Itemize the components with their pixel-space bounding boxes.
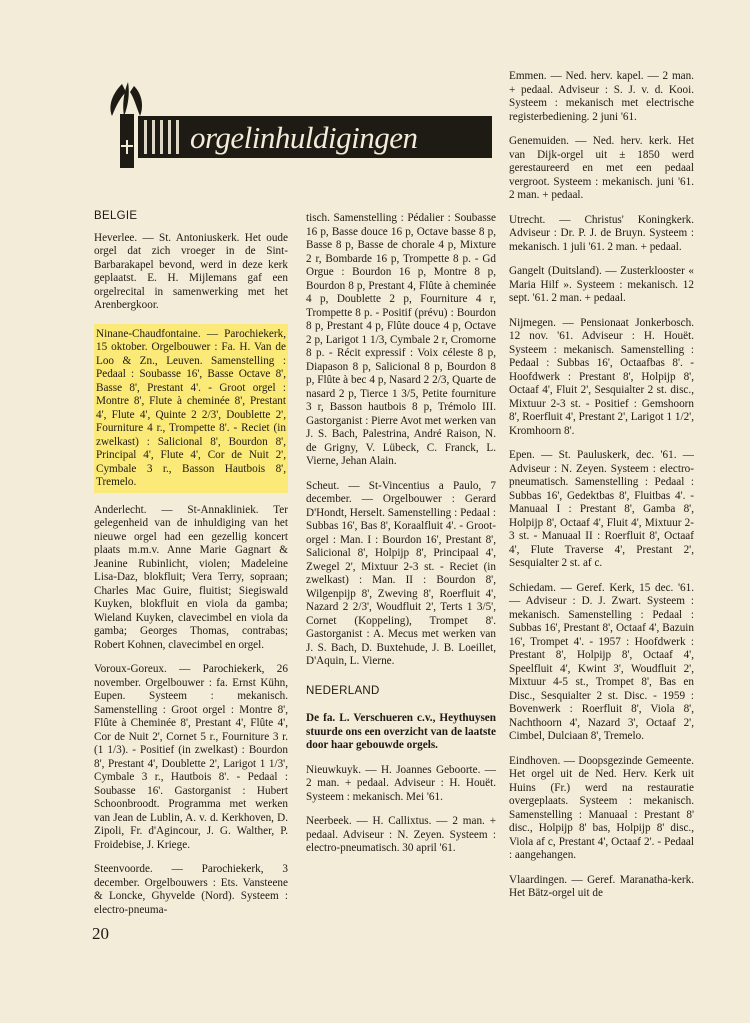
article-eindhoven: Eindhoven. — Doopsgezinde Gemeente. Het orgel uit de Ned. Herv. Kerk uit Huins (Fr.) werd na restauratie overgeplaats. Systeem : mekanisch. Samenstelling : Manuaal : Prestant 8' disc., Holpijp 8' bas, Holpijp 8' disc., Viola af c, Prestant 4', Octaaf 2'. - Pedaal : aangehangen. — [509, 754, 694, 861]
banner-title: orgelinhuldigingen — [190, 120, 418, 155]
article-steenvoorde: Steenvoorde. — Parochiekerk, 3 december. Orgelbouwers : Ets. Vansteene & Loncke, Ghyvelde (Nord). Systeem : electro-pneuma- — [94, 863, 288, 916]
article-epen: Epen. — St. Pauluskerk, dec. '61. — Adviseur : N. Zeyen. Systeem : electro-pneumatisch. Samenstelling : Pedaal : Subbas 16', Gedektbas 8', Fluitbas 4'. - Manuaal I : Prestant 8', Gamba 8', Holpijp 8', Octaaf 4', Fluit 4', Mixtuur 2-3 st. - Manuaal II : Roerfluit 8', Octaaf 4', Flute Traverse 4', Prestant 2', Sesquialter 2 st. af c. — [509, 449, 694, 569]
orgelinhuldigingen-banner — [100, 80, 492, 168]
column-1 — [94, 210, 288, 928]
article-nijmegen: Nijmegen. — Pensionaat Jonkerbosch. 12 nov. '61. Adviseur : H. Houët. Systeem : mekanisch. Samenstelling : Pedaal : Subbas 16', Octaafbas 8'. - Hoofdwerk : Prestant 8', Holpijp 8', Octaaf 4', Fluit 2', Sesquialter 2 st. disc., Mixtuur 2-3 st. - Positief : Gemshoorn 8', Roerfluit 4', Prestant 2', Larigot 1 1/2', Kromhoorn 8'. — [509, 316, 694, 437]
article-gangelt: Gangelt (Duitsland). — Zusterklooster « Maria Hilf ». Systeem : mekanisch. 12 sept. '61. 2 man. + pedaal. — [509, 265, 694, 304]
column-2 — [306, 212, 496, 867]
article-vlaardingen: Vlaardingen. — Geref. Maranatha-kerk. Het Bätz-orgel uit de — [509, 873, 694, 899]
article-heverlee: Heverlee. — St. Antoniuskerk. Het oude orgel dat zich vroeger in de Sint-Barbarakapel bevond, werd in deze kerk geplaatst. E. H. Mijlemans gaf een orgelrecital in samenwerking met het Arenbergkoor. — [94, 231, 288, 311]
article-genemuiden: Genemuiden. — Ned. herv. kerk. Het van Dijk-orgel uit ± 1850 werd gerestaureerd en met een pedaal vergroot. Systeem : mekanisch. juni '61. 2 man. + pedaal. — [509, 135, 694, 201]
article-scheut: Scheut. — St-Vincentius a Paulo, 7 december. — Orgelbouwer : Gerard D'Hondt, Herselt. Samenstelling : Pedaal : Subbas 16', Bas 8', Koraalfluit 4'. - Groot-orgel : Man. I : Bourdon 16', Prestant 8', Salicional 8', Holpijp 8', Principaal 4', Zwegel 2', Mixtuur 2-3 st. - Reciet (in zwelkast) : Man. II : Bourdon 8', Wilgenpijp 8', Zweving 8', Roerfluit 4', Nazard 2 2/3', Woudfluit 2', Terts 1 3/5', Cornet (Koppeling), Trompet 8'. Gastorganist : A. Mecus met werken van J. S. Bach, D. Buxtehude, J. B. Loeillet, D'Aquin, L. Vierne. — [306, 479, 496, 667]
article-neerbeek: Neerbeek. — H. Callixtus. — 2 man. + pedaal. Adviseur : N. Zeyen. Systeem : electro-pneumatisch. 30 april '61. — [306, 815, 496, 854]
article-verschueren-intro: De fa. L. Verschueren c.v., Heythuysen stuurde ons een overzicht van de laatste door haar gebouwde orgels. — [306, 712, 496, 751]
article-emmen: Emmen. — Ned. herv. kapel. — 2 man. + pedaal. Adviseur : S. J. v. d. Kooi. Systeem : mekanisch met electrische registerbediening. 2 juni '61. — [509, 70, 694, 123]
column-3 — [509, 70, 694, 912]
article-nieuwkuyk: Nieuwkuyk. — H. Joannes Geboorte. — 2 man. + pedaal. Adviseur : H. Houët. Systeem : mekanisch. Mei '61. — [306, 763, 496, 803]
section-heading-belgie: BELGIE — [94, 210, 138, 222]
article-steenvoorde-continued: tisch. Samenstelling : Pédalier : Soubasse 16 p, Basse douce 16 p, Octave basse 8 p, Basse 8 p, Basse de chorale 4 p, Mixture 2 r, Bombarde 16 p, Trompette 8 p. - Gd Orgue : Bourdon 16 p, Montre 8 p, Bourdon 8 p, Prestant 4, Flûte à cheminée 4 p, Doublette 2 p, Fourniture 4 r, Trompette 8 p. - Positif (prévu) : Bourdon 8 p, Prestant 4 p, Flûte douce 4 p, Octave 2 p, Larigot 1 1/3, Cymbale 2 r, Cromorne 8 p. - Récit expressif : Voix céleste 8 p, Diapason 8 p, Salicional 8 p, Bourdon 8 p, Flûte à bec 4 p, Nasard 2 2/3, Quarte de nasard 2 p, Tierce 1 3/5, Petite fourniture 3 r, Basson hautbois 8 p, Trémolo III. Gastorganist : Pierre Avot met werken van J. S. Bach, Palestrina, André Raison, N. de Grigny, V. Lübeck, C. Franck, L. Vierne, Jehan Alain. — [306, 212, 496, 467]
article-schiedam: Schiedam. — Geref. Kerk, 15 dec. '61. — Adviseur : D. J. Zwart. Systeem : mekanisch. Samenstelling : Pedaal : Subbas 16', Prestant 8', Octaaf 4', Bazuin 16', Trompet 4'. - 1957 : Hoofdwerk : Prestant 8', Holpijp 8', Octaaf 4', Speelfluit 4', Kwint 3', Woudfluit 2', Mixtuur 4-5 st., Trompet 8', Bas en Disc., Sesquialter 2 st. Disc. - 1959 : Bovenwerk : Roerfluit 8', Viola 8', Nachthoorn 4', Nazard 3', Octaaf 2', Cimbel, Dulciaan 8', Tremelo. — [509, 581, 694, 742]
palm-ornament-icon — [110, 82, 142, 168]
article-voroux-goreux: Voroux-Goreux. — Parochiekerk, 26 november. Orgelbouwer : fa. Ernst Kühn, Eupen. Systeem : mekanisch. Samenstelling : Groot orgel : Montre 8', Flûte à Cheminée 8', Prestant 4', Flûte 4', Cor de Nuit 2', Cornet 5 r., Fourniture 3 r. (1 1/3). - Positief (in zwelkast) : Bourdon 8', Prestant 4', Doublette 2', Larigot 1 1/3', Cymbale 3 r., Hautbois 8'. - Pedaal : Soubasse 16'. Gastorganist : Hubert Schoonbroodt. Programma met werken van Jean de Lublin, A. v. d. Kerkhoven, D. Zipoli, Fr. d'Agincour, J. G. Walther, P. Froidebise, J. Kriege. — [94, 663, 288, 851]
section-heading-nederland: NEDERLAND — [306, 684, 380, 697]
article-ninane-chaudfontaine-highlighted: Ninane-Chaudfontaine. — Parochiekerk, 15 oktober. Orgelbouwer : Fa. H. Van de Loo & Zn., Leuven. Samenstelling : Pedaal : Soubasse 16', Basse Octave 8', Basse 8', Prestant 4'. - Groot orgel : Montre 8', Flute à cheminée 8', Prestant 4', Flute 4', Quinte 2 2/3', Doublette 2', Fourniture 4 r., Trompette 8'. - Reciet (in zwelkast) : Salicional 8', Bourdon 8', Principal 4', Flute 4', Cor de Nuit 2', Cymbale 3 r., Basson Hautbois 8', Tremelo. — [94, 324, 288, 493]
page-number: 20 — [92, 924, 109, 943]
article-anderlecht: Anderlecht. — St-Annakliniek. Ter gelegenheid van de inhuldiging van het nieuwe orgel had een gezellig koncert plaats m.m.v. Anne Marie Gagnart & Jeanine Rubinlicht, violen; Madeleine Lisa-Daz, blokfluit; Vera Terry, sopraan; Charles Mac Guire, fluitist; Siegiswald Kuyken, blokfluit en viola da gamba; Wieland Kuyken, clavecimbel en viola da gamba; Georges Thomas, contrabas; Robert Kohnen, clavecimbel en orgel. — [94, 503, 288, 651]
article-utrecht: Utrecht. — Christus' Koningkerk. Adviseur : Dr. P. J. de Bruyn. Systeem : mekanisch. 1 juli '61. 2 man. + pedaal. — [509, 213, 694, 253]
